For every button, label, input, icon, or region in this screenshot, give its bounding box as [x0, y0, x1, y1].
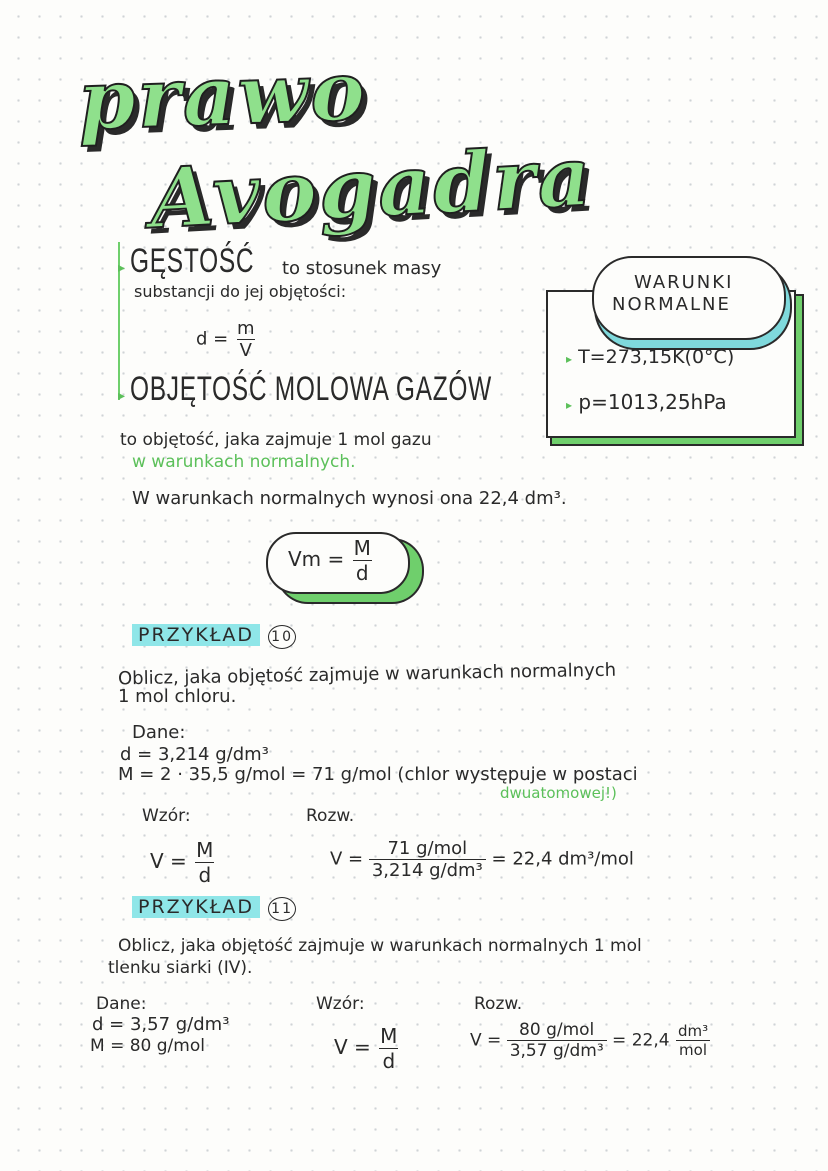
bullet-icon: ▸	[566, 398, 573, 412]
molar-volume-definition-line2: w warunkach normalnych.	[132, 452, 356, 472]
molar-volume-heading-arrow: ▸	[118, 388, 126, 404]
density-formula-denominator: V	[237, 339, 255, 361]
example10-label	[132, 624, 296, 649]
example11-formula-numerator: M	[380, 1024, 398, 1048]
example11-number: 11	[268, 897, 296, 921]
example11-solution-lhs: V =	[470, 1030, 502, 1051]
page-title-line1: prawo	[76, 42, 369, 150]
normal-conditions-temperature	[566, 346, 734, 368]
example10-task-line2: 1 mol chloru.	[118, 686, 237, 707]
example11-solution-unit-denominator: mol	[676, 1040, 710, 1059]
density-definition-line2: substancji do jej objętości:	[134, 282, 347, 301]
example11-given-label: Dane:	[96, 994, 147, 1014]
density-formula-fraction	[234, 318, 258, 361]
temperature-value: T=273,15K(0°C)	[578, 346, 735, 368]
molar-volume-formula-denominator: d	[353, 560, 372, 585]
density-heading-arrow: ▸	[118, 260, 126, 276]
example11-solution-unit	[675, 1022, 711, 1059]
molar-volume-statement: W warunkach normalnych wynosi ona 22,4 dm³.	[132, 488, 567, 509]
molar-volume-formula-fraction	[351, 536, 374, 585]
example10-formula	[150, 838, 216, 887]
example11-solution-result: = 22,4	[612, 1030, 670, 1051]
example10-formula-numerator: M	[196, 838, 214, 862]
density-definition-line1: to stosunek masy	[282, 258, 442, 279]
molar-volume-formula-numerator: M	[353, 536, 371, 560]
pressure-value: p=1013,25hPa	[578, 390, 727, 414]
example11-solution-unit-numerator: dm³	[677, 1022, 709, 1040]
example10-given-label: Dane:	[132, 722, 186, 743]
example10-number: 10	[268, 625, 296, 649]
example11-label	[132, 896, 296, 921]
example11-formula-denominator: d	[379, 1048, 398, 1073]
molar-volume-formula	[288, 536, 374, 585]
example10-formula-label: Wzór:	[142, 806, 191, 826]
example10-solution-result: = 22,4 dm³/mol	[491, 848, 634, 870]
bullet-icon: ▸	[566, 352, 573, 366]
example11-solution	[470, 1020, 711, 1061]
example10-solution-lhs: V =	[330, 848, 364, 870]
example10-given-molar-mass: M = 2 · 35,5 g/mol = 71 g/mol (chlor występuje w postaci	[118, 764, 638, 785]
example11-given-molar-mass: M = 80 g/mol	[90, 1036, 205, 1056]
example10-formula-fraction	[193, 838, 216, 887]
example11-solution-fraction	[507, 1020, 607, 1061]
example10-label-text: PRZYKŁAD	[132, 624, 260, 646]
normal-conditions-label-line1: WARUNKI	[634, 272, 734, 293]
molar-volume-definition-line1: to objętość, jaka zajmuje 1 mol gazu	[120, 430, 432, 450]
example10-solution-numerator: 71 g/mol	[387, 838, 468, 859]
density-formula-numerator: m	[236, 318, 255, 339]
example11-task-line2: tlenku siarki (IV).	[108, 958, 253, 978]
example11-task-line1: Oblicz, jaka objętość zajmuje w warunkach normalnych 1 mol	[118, 936, 642, 956]
example10-formula-lhs: V =	[150, 849, 187, 873]
page-title-line2: Avogadra	[147, 128, 595, 248]
example10-given-density: d = 3,214 g/dm³	[120, 744, 269, 765]
example11-given-density: d = 3,57 g/dm³	[92, 1014, 230, 1035]
example10-given-note: dwuatomowej!)	[500, 784, 617, 802]
example10-task-line1: Oblicz, jaka objętość zajmuje w warunkach normalnych	[117, 659, 617, 690]
example10-solution-denominator: 3,214 g/dm³	[369, 859, 486, 881]
normal-conditions-label-line2: NORMALNE	[612, 294, 731, 315]
density-heading: GĘSTOŚĆ	[130, 242, 255, 280]
example10-solution	[330, 838, 634, 881]
density-formula	[196, 318, 258, 361]
example10-formula-denominator: d	[195, 862, 214, 887]
normal-conditions-label-bubble	[592, 256, 786, 340]
example10-solution-fraction	[369, 838, 486, 881]
example11-solution-denominator: 3,57 g/dm³	[507, 1040, 607, 1061]
molar-volume-formula-lhs: Vm =	[288, 547, 345, 571]
molar-volume-heading: OBJĘTOŚĆ MOLOWA GAZÓW	[130, 370, 492, 408]
example11-solution-label: Rozw.	[474, 994, 523, 1014]
example11-formula-fraction	[377, 1024, 400, 1073]
example11-formula-lhs: V =	[334, 1035, 371, 1059]
example11-solution-numerator: 80 g/mol	[519, 1020, 595, 1040]
example11-formula-label: Wzór:	[316, 994, 365, 1014]
density-formula-lhs: d =	[196, 328, 229, 350]
example11-formula	[334, 1024, 400, 1073]
example11-label-text: PRZYKŁAD	[132, 896, 260, 918]
example10-solution-label: Rozw.	[306, 806, 355, 826]
normal-conditions-pressure	[566, 390, 727, 414]
